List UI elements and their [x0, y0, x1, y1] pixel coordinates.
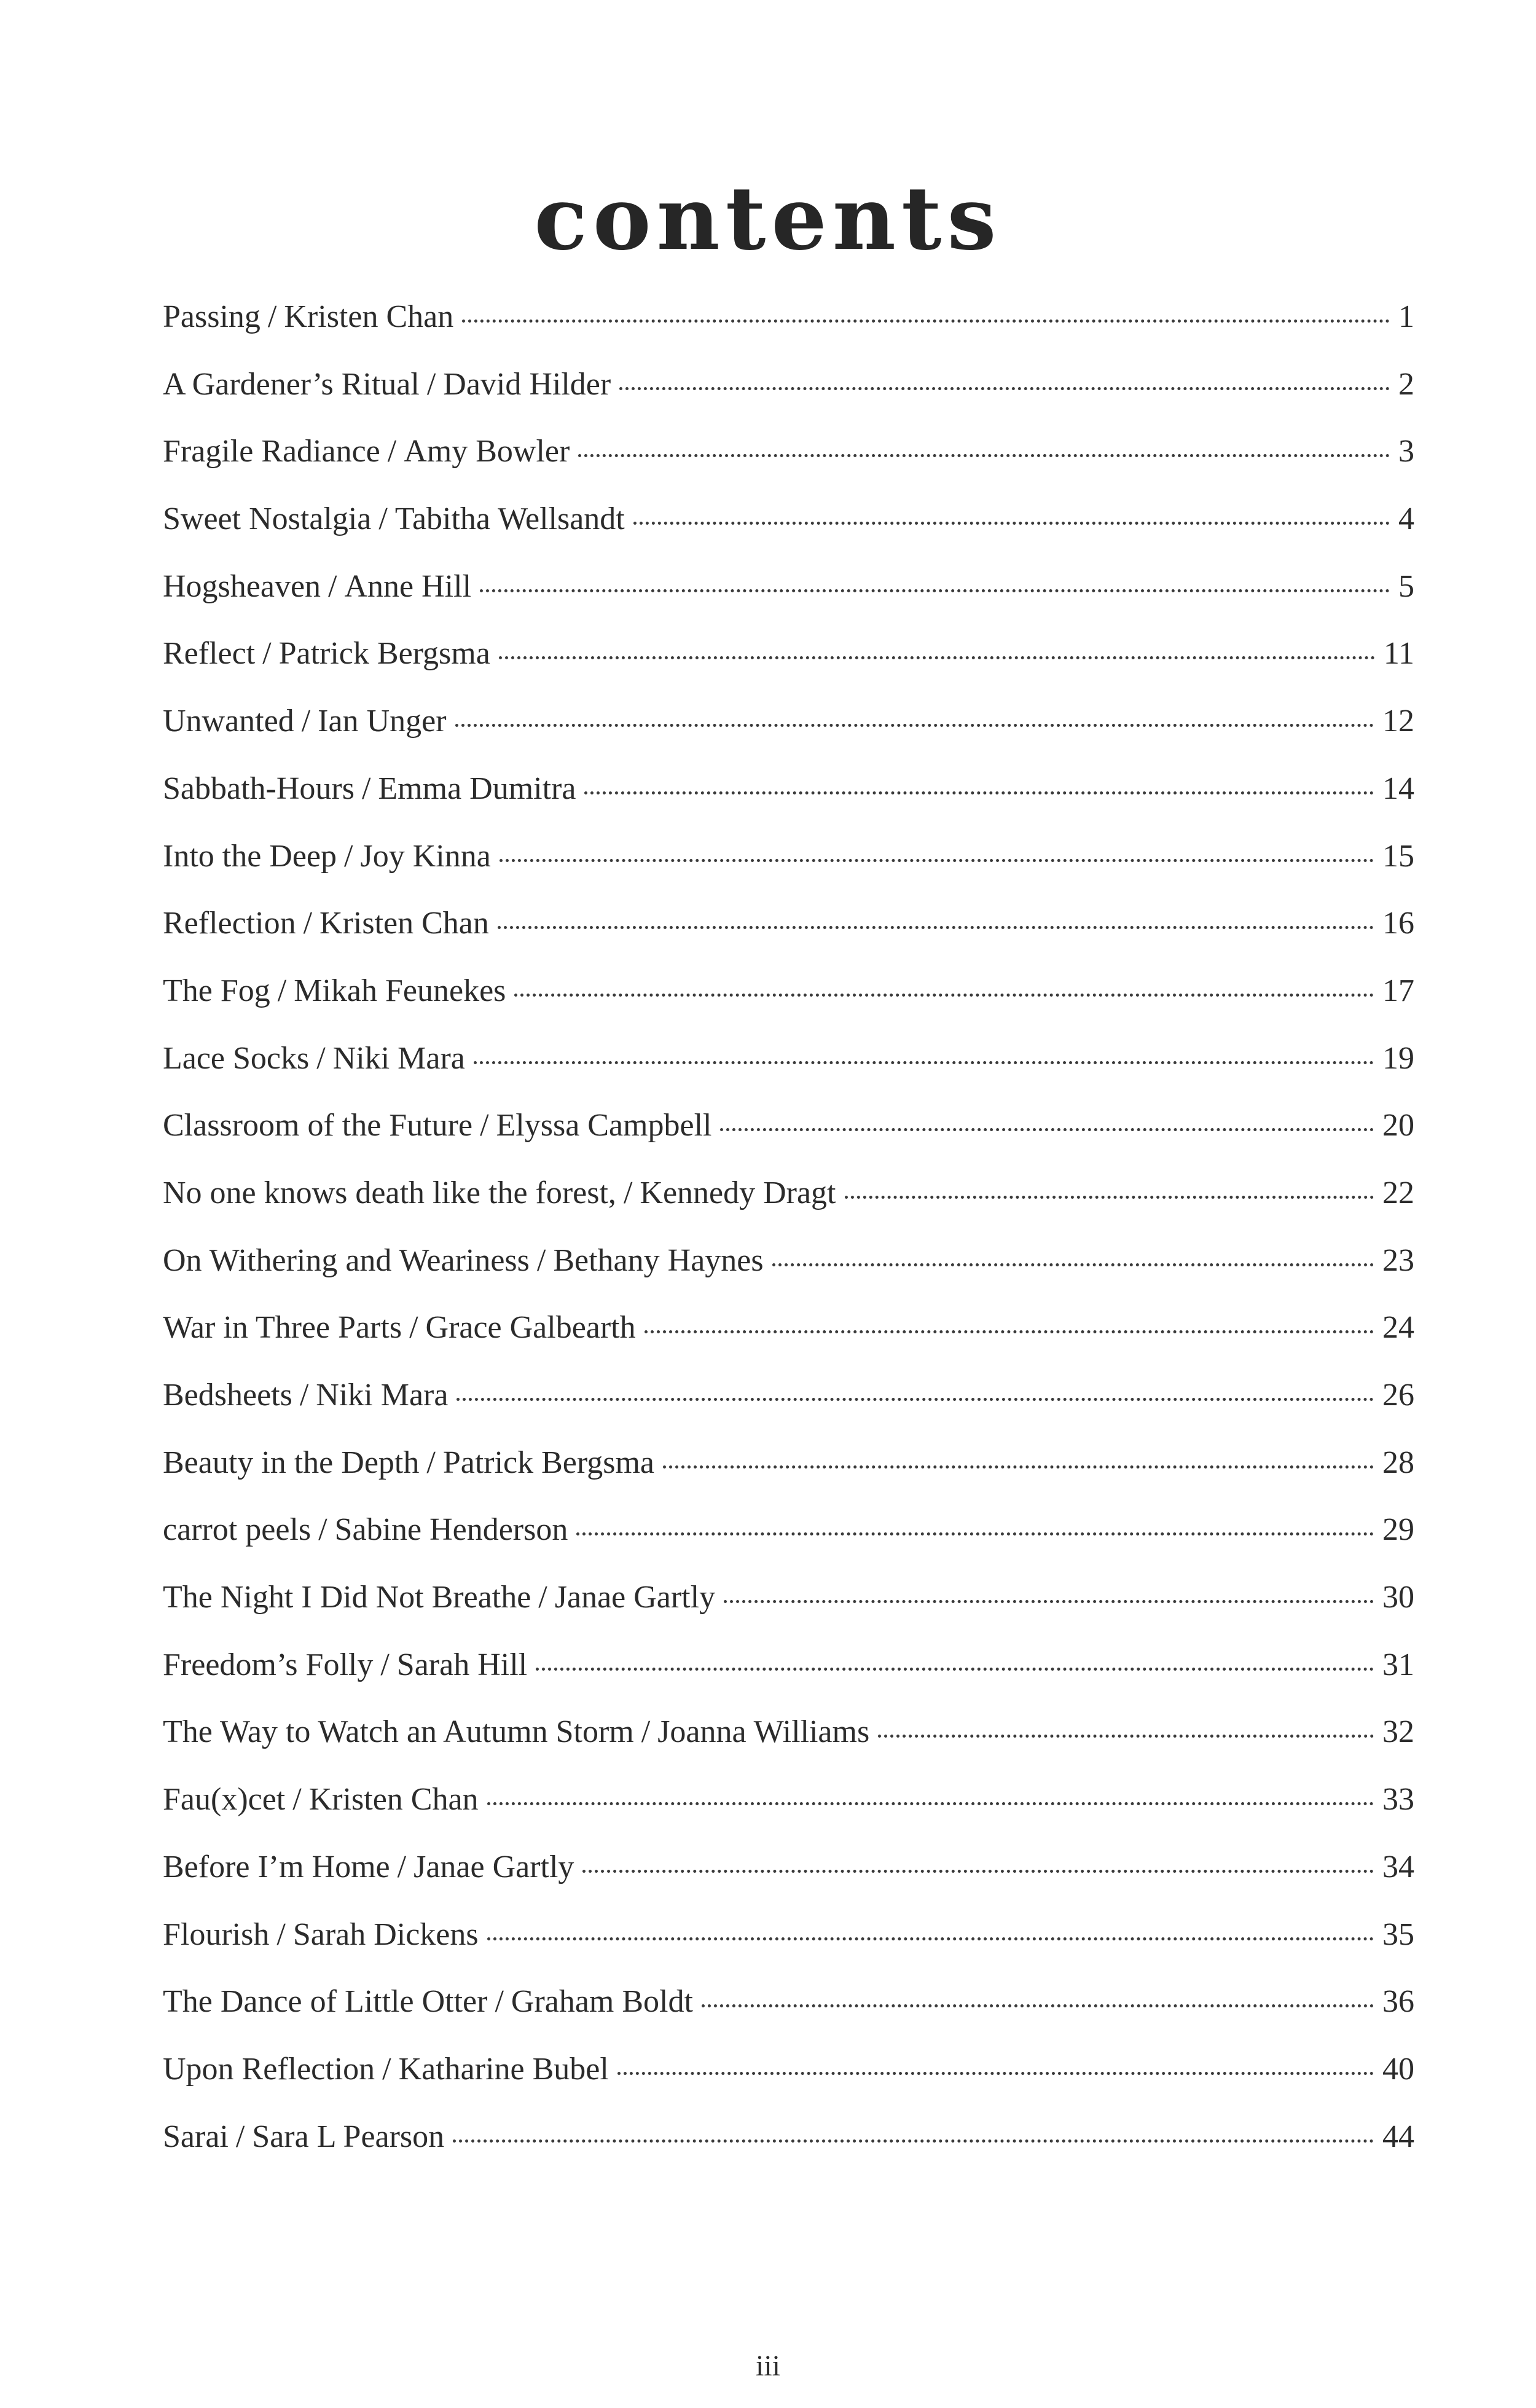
entry-separator: / — [426, 366, 436, 402]
dot-leader — [619, 387, 1390, 390]
entry-separator: / — [480, 1108, 489, 1143]
toc-entry — [163, 503, 1414, 571]
entry-author: Emma Dumitra — [378, 771, 576, 806]
toc-entry — [163, 436, 1414, 503]
entry-title: Bedsheets — [163, 1378, 292, 1413]
entry-separator: / — [536, 1242, 546, 1278]
entry-separator: / — [426, 1445, 436, 1480]
entry-separator: / — [380, 1647, 390, 1682]
table-of-contents — [163, 301, 1414, 2188]
entry-separator: / — [301, 704, 311, 739]
entry-separator: / — [397, 1849, 407, 1884]
toc-entry — [163, 1986, 1414, 2053]
entry-separator: / — [344, 838, 353, 874]
entry-page-number: 44 — [1382, 2119, 1414, 2154]
toc-entry — [163, 1242, 1414, 1312]
entry-page-number: 12 — [1382, 704, 1414, 739]
dot-leader — [462, 320, 1390, 323]
entry-author: Joy Kinna — [360, 838, 491, 874]
dot-leader — [498, 926, 1374, 929]
entry-page-number: 33 — [1382, 1782, 1414, 1818]
entry-title: Reflection — [163, 906, 296, 941]
entry-title: Fragile Radiance — [163, 434, 380, 469]
entry-author: Kristen Chan — [319, 906, 489, 941]
entry-page-number: 2 — [1398, 366, 1414, 402]
entry-separator: / — [235, 2119, 245, 2154]
entry-author: Amy Bowler — [404, 434, 570, 469]
entry-title: Passing — [163, 299, 261, 334]
entry-separator: / — [361, 771, 371, 806]
dot-leader — [487, 1802, 1374, 1805]
entry-author: Graham Boldt — [511, 1984, 693, 2020]
entry-title: A Gardener’s Ritual — [163, 366, 420, 402]
entry-title: Flourish — [163, 1916, 270, 1952]
toc-entry — [163, 1040, 1414, 1110]
page-title: contents — [534, 168, 1002, 270]
entry-title: Sweet Nostalgia — [163, 501, 372, 537]
entry-author: Sarah Hill — [396, 1647, 528, 1682]
entry-separator: / — [495, 1984, 504, 2020]
entry-page-number: 22 — [1382, 1175, 1414, 1210]
dot-leader — [845, 1196, 1374, 1199]
entry-separator: / — [318, 1512, 327, 1548]
entry-author: Niki Mara — [316, 1378, 449, 1413]
toc-entry — [163, 838, 1414, 908]
entry-page-number: 40 — [1382, 2051, 1414, 2087]
dot-leader — [500, 859, 1374, 862]
entry-separator: / — [316, 1040, 326, 1076]
entry-author: Janae Gartly — [554, 1580, 716, 1615]
entry-page-number: 3 — [1398, 434, 1414, 469]
entry-author: Anne Hill — [344, 568, 472, 604]
entry-author: Grace Galbearth — [425, 1310, 636, 1346]
entry-title: carrot peels — [163, 1512, 312, 1548]
entry-author: Kristen Chan — [284, 299, 454, 334]
entry-page-number: 29 — [1382, 1512, 1414, 1548]
dot-leader — [474, 1061, 1374, 1064]
entry-page-number: 15 — [1382, 838, 1414, 874]
entry-page-number: 20 — [1382, 1108, 1414, 1143]
entry-page-number: 28 — [1382, 1445, 1414, 1480]
toc-entry — [163, 1916, 1414, 1986]
toc-entry — [163, 1110, 1414, 1177]
entry-title: No one knows death like the forest, — [163, 1175, 616, 1210]
entry-title: Fau(x)cet — [163, 1782, 286, 1818]
entry-separator: / — [267, 299, 277, 334]
toc-entry — [163, 705, 1414, 773]
entry-separator: / — [378, 501, 388, 537]
entry-title: The Dance of Little Otter — [163, 1984, 488, 2020]
dot-leader — [720, 1128, 1374, 1131]
toc-entry — [163, 1447, 1414, 1515]
entry-title: Before I’m Home — [163, 1849, 390, 1884]
toc-entry — [163, 2121, 1414, 2189]
entry-page-number: 26 — [1382, 1378, 1414, 1413]
entry-page-number: 24 — [1382, 1310, 1414, 1346]
dot-leader — [663, 1465, 1374, 1469]
entry-title: Beauty in the Depth — [163, 1445, 420, 1480]
entry-author: Kennedy Dragt — [640, 1175, 836, 1210]
dot-leader — [576, 1532, 1374, 1535]
entry-separator: / — [299, 1378, 309, 1413]
toc-entry — [163, 366, 1414, 436]
entry-author: Ian Unger — [318, 704, 447, 739]
entry-title: Unwanted — [163, 704, 294, 739]
entry-title: Upon Reflection — [163, 2051, 375, 2087]
entry-author: Sarah Dickens — [292, 1916, 479, 1952]
entry-separator: / — [292, 1782, 302, 1818]
dot-leader — [453, 2139, 1374, 2143]
toc-entry — [163, 1784, 1414, 1851]
entry-title: On Withering and Weariness — [163, 1242, 530, 1278]
entry-page-number: 11 — [1383, 636, 1414, 672]
dot-leader — [617, 2072, 1374, 2075]
entry-page-number: 1 — [1398, 299, 1414, 334]
toc-entry — [163, 1582, 1414, 1649]
entry-page-number: 31 — [1382, 1647, 1414, 1682]
entry-title: Lace Socks — [163, 1040, 310, 1076]
entry-title: Classroom of the Future — [163, 1108, 473, 1143]
entry-author: Kristen Chan — [308, 1782, 479, 1818]
toc-entry — [163, 1514, 1414, 1582]
dot-leader — [645, 1330, 1374, 1333]
dot-leader — [584, 791, 1374, 794]
toc-entry — [163, 1716, 1414, 1784]
dot-leader — [772, 1263, 1374, 1266]
entry-title: Sarai — [163, 2119, 229, 2154]
entry-author: Janae Gartly — [413, 1849, 574, 1884]
entry-page-number: 23 — [1382, 1242, 1414, 1278]
toc-entry — [163, 638, 1414, 705]
entry-author: David Hilder — [443, 366, 611, 402]
dot-leader — [456, 1398, 1374, 1401]
entry-title: The Night I Did Not Breathe — [163, 1580, 531, 1615]
entry-separator: / — [276, 1916, 286, 1952]
entry-separator: / — [623, 1175, 633, 1210]
dot-leader — [514, 994, 1374, 997]
page-number: iii — [755, 2350, 780, 2382]
dot-leader — [487, 1937, 1374, 1940]
entry-author: Bethany Haynes — [553, 1242, 764, 1278]
entry-page-number: 14 — [1382, 771, 1414, 806]
dot-leader — [499, 656, 1375, 659]
entry-title: Reflect — [163, 636, 256, 672]
entry-author: Patrick Bergsma — [278, 636, 490, 672]
dot-leader — [480, 589, 1390, 592]
dot-leader — [578, 454, 1390, 457]
entry-title: Freedom’s Folly — [163, 1647, 374, 1682]
entry-title: Hogsheaven — [163, 568, 321, 604]
entry-page-number: 5 — [1398, 568, 1414, 604]
dot-leader — [536, 1668, 1374, 1671]
dot-leader — [702, 2004, 1374, 2007]
entry-author: Tabitha Wellsandt — [394, 501, 625, 537]
entry-separator: / — [277, 973, 287, 1008]
toc-entry — [163, 568, 1414, 638]
dot-leader — [724, 1600, 1374, 1603]
dot-leader — [455, 724, 1374, 727]
entry-author: Patrick Bergsma — [442, 1445, 655, 1480]
entry-page-number: 4 — [1398, 501, 1414, 537]
entry-author: Niki Mara — [332, 1040, 465, 1076]
entry-separator: / — [387, 434, 397, 469]
entry-separator: / — [641, 1714, 651, 1750]
entry-separator: / — [409, 1310, 418, 1346]
entry-author: Sabine Henderson — [334, 1512, 568, 1548]
toc-entry — [163, 1851, 1414, 1919]
toc-entry — [163, 301, 1414, 369]
entry-separator: / — [538, 1580, 547, 1615]
toc-entry — [163, 773, 1414, 841]
entry-author: Katharine Bubel — [398, 2051, 609, 2087]
entry-separator: / — [303, 906, 313, 941]
dot-leader — [582, 1870, 1374, 1873]
entry-page-number: 32 — [1382, 1714, 1414, 1750]
toc-entry — [163, 1649, 1414, 1717]
entry-separator: / — [382, 2051, 391, 2087]
entry-page-number: 19 — [1382, 1040, 1414, 1076]
entry-title: The Way to Watch an Autumn Storm — [163, 1714, 634, 1750]
toc-entry — [163, 908, 1414, 975]
entry-author: Mikah Feunekes — [294, 973, 506, 1008]
entry-page-number: 34 — [1382, 1849, 1414, 1884]
dot-leader — [878, 1735, 1374, 1738]
dot-leader — [633, 522, 1390, 525]
entry-title: Into the Deep — [163, 838, 337, 874]
toc-entry — [163, 2053, 1414, 2121]
entry-page-number: 35 — [1382, 1916, 1414, 1952]
entry-title: Sabbath-Hours — [163, 771, 355, 806]
toc-entry — [163, 1177, 1414, 1245]
entry-page-number: 36 — [1382, 1984, 1414, 2020]
entry-page-number: 16 — [1382, 906, 1414, 941]
entry-separator: / — [328, 568, 337, 604]
entry-title: The Fog — [163, 973, 270, 1008]
entry-page-number: 17 — [1382, 973, 1414, 1008]
entry-separator: / — [262, 636, 272, 672]
entry-author: Sara L Pearson — [252, 2119, 445, 2154]
toc-entry — [163, 975, 1414, 1043]
entry-title: War in Three Parts — [163, 1310, 402, 1346]
toc-entry — [163, 1379, 1414, 1447]
toc-entry — [163, 1312, 1414, 1379]
entry-author: Elyssa Campbell — [496, 1108, 712, 1143]
entry-page-number: 30 — [1382, 1580, 1414, 1615]
entry-author: Joanna Williams — [657, 1714, 870, 1750]
